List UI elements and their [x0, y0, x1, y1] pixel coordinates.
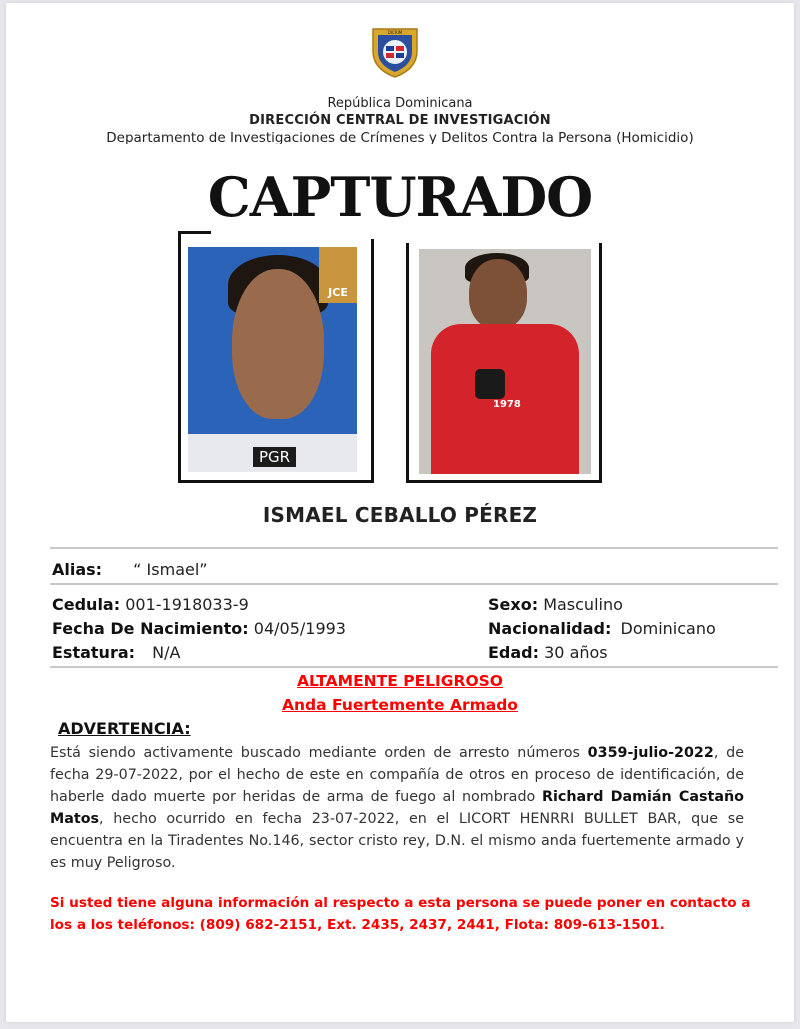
- dob-value: 04/05/1993: [253, 619, 346, 638]
- age-label: Edad:: [488, 643, 540, 662]
- advertencia-heading: ADVERTENCIA:: [58, 719, 191, 738]
- jce-fingerprint-badge: JCE: [319, 247, 357, 303]
- bag-shape: [475, 369, 505, 399]
- alias-label: Alias:: [52, 560, 103, 579]
- sex-value: Masculino: [543, 595, 623, 614]
- id-photo: [188, 247, 357, 472]
- height-row: [52, 643, 180, 662]
- body-text-1: Está siendo activamente buscado mediante orden de arresto números: [50, 745, 588, 761]
- cedula-row: [52, 595, 249, 614]
- nationality-row: [488, 619, 716, 638]
- height-value: N/A: [152, 643, 181, 662]
- wanted-poster-page: [6, 3, 794, 1022]
- frame-bracket: [178, 231, 211, 244]
- sex-label: Sexo:: [488, 595, 539, 614]
- sex-row: [488, 595, 623, 614]
- contact-info: Si usted tiene alguna información al respecto a esta persona se puede poner en contacto a los a los teléfonos: (809) 682-2151, Ext. 2435, 2437, 2441, Flota: 809-613-1501.: [50, 895, 751, 933]
- street-photo-frame: [406, 243, 602, 483]
- warrant-number: 0359-julio-2022: [587, 745, 714, 761]
- face-shape: [232, 269, 324, 419]
- header-country: República Dominicana: [327, 96, 473, 111]
- victim-name: Richard Damián Castaño Matos: [50, 789, 744, 827]
- captured-stamp: CAPTURADO: [207, 165, 593, 229]
- danger-warning: ALTAMENTE PELIGROSO: [297, 672, 503, 690]
- alias-row: [52, 560, 208, 579]
- alias-value: “ Ismael”: [133, 560, 208, 579]
- svg-text:DICRIM: DICRIM: [387, 30, 403, 35]
- id-photo-frame: [178, 239, 374, 483]
- cedula-value: 001-1918033-9: [125, 595, 249, 614]
- body-text-2: , de fecha 29-07-2022, por el hecho de este en compañía de otros en proceso de identificación, de haberle dado muerte por heridas de arma de fuego al nombrado: [50, 745, 744, 805]
- street-photo: [419, 249, 591, 474]
- dicrim-shield-logo-icon: [369, 25, 421, 79]
- warning-body: [50, 742, 744, 874]
- header-department: Departamento de Investigaciones de Crímenes y Delitos Contra la Persona (Homicidio): [106, 130, 694, 144]
- shirt-text: 1978: [493, 399, 521, 410]
- divider: [50, 547, 778, 549]
- cedula-label: Cedula:: [52, 595, 121, 614]
- dob-row: [52, 619, 346, 638]
- divider: [50, 666, 778, 668]
- face-shape: [469, 259, 527, 329]
- dob-label: Fecha De Nacimiento:: [52, 619, 249, 638]
- pgr-label: PGR: [253, 447, 296, 467]
- header-agency: DIRECCIÓN CENTRAL DE INVESTIGACIÓN: [249, 113, 551, 128]
- divider: [50, 583, 778, 585]
- nationality-label: Nacionalidad:: [488, 619, 612, 638]
- age-value: 30 años: [544, 643, 608, 662]
- age-row: [488, 643, 608, 662]
- person-name: ISMAEL CEBALLO PÉREZ: [262, 503, 538, 527]
- height-label: Estatura:: [52, 643, 136, 662]
- body-text-3: , hecho ocurrido en fecha 23-07-2022, en el LICORT HENRRI BULLET BAR, que se encuentra en la Tiradentes No.146, sector cristo rey, D.N. el mismo anda fuertemente armado y es muy Peligroso.: [50, 811, 744, 871]
- nationality-value: Dominicano: [620, 619, 716, 638]
- armed-warning: Anda Fuertemente Armado: [282, 696, 518, 714]
